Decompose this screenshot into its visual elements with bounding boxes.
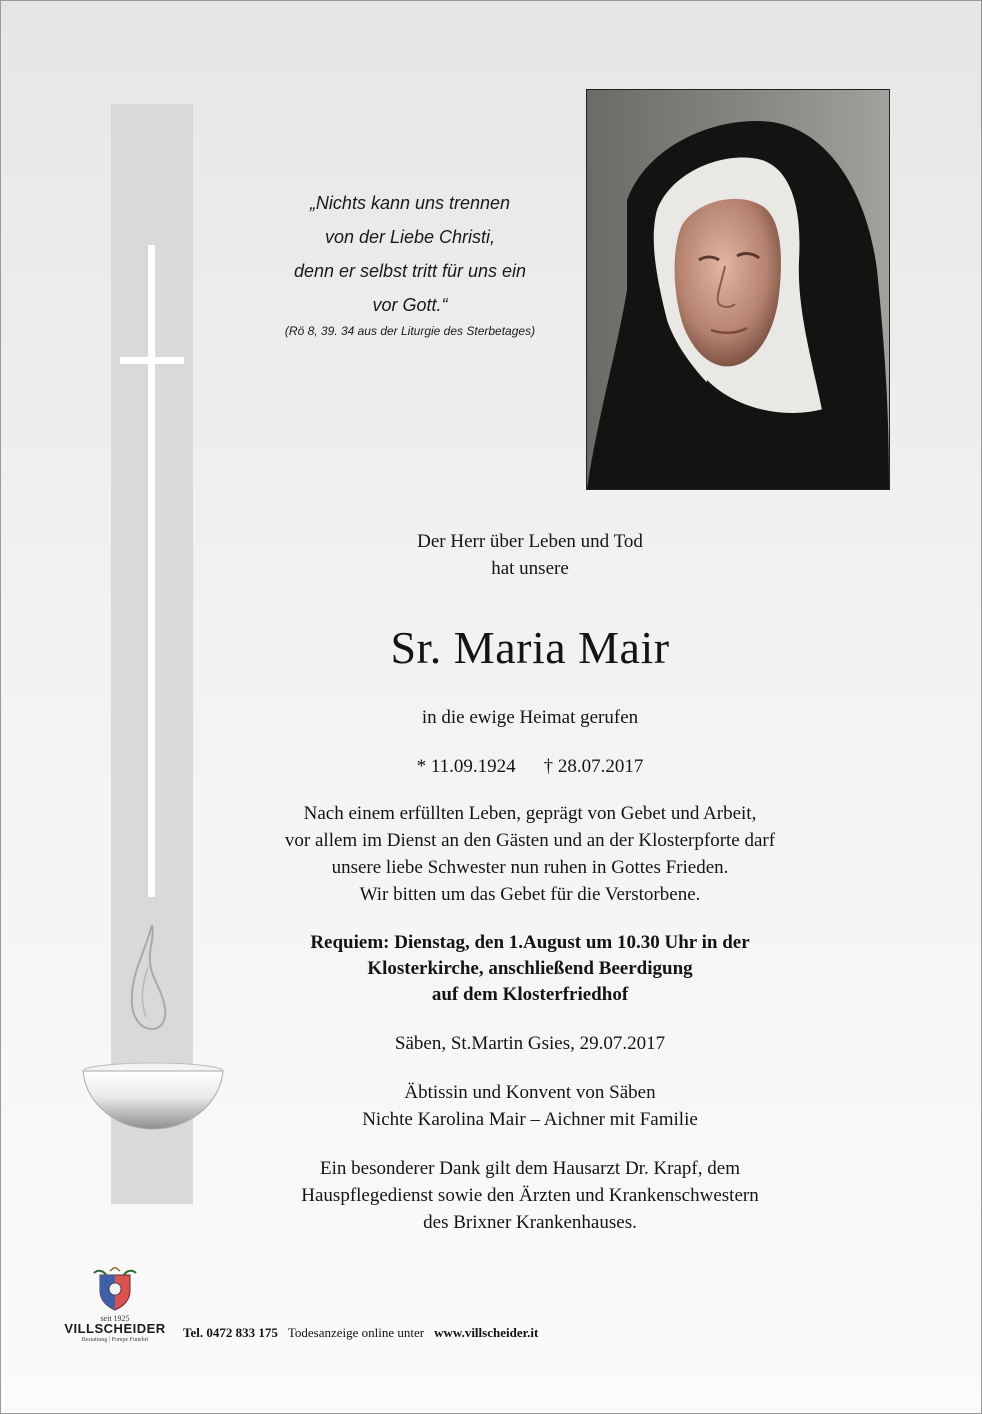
- footer-contact: [183, 1325, 538, 1341]
- funeral-home-logo: [60, 1267, 170, 1357]
- bio-line: Nach einem erfüllten Leben, geprägt von Gebet und Arbeit,: [303, 803, 757, 824]
- website-link[interactable]: www.villscheider.it: [434, 1325, 539, 1340]
- birth-date: * 11.09.1924: [416, 756, 516, 777]
- mourner-line: Nichte Karolina Mair – Aichner mit Familie: [362, 1109, 698, 1130]
- portrait-image: [587, 90, 889, 489]
- intro-text: [240, 528, 820, 582]
- requiem-info: [240, 930, 820, 1008]
- logo-name: VILLSCHEIDER: [64, 1321, 166, 1336]
- thanks-line: des Brixner Krankenhauses.: [423, 1212, 637, 1233]
- deceased-name: Sr. Maria Mair: [390, 622, 670, 673]
- bio-line: Wir bitten um das Gebet für die Verstorbene.: [359, 884, 701, 905]
- bio-line: vor allem im Dienst an den Gästen und an der Klosterpforte darf: [284, 830, 776, 851]
- requiem-line: Requiem: Dienstag, den 1.August um 10.30 Uhr in der: [310, 932, 750, 953]
- quote-line: von der Liebe Christi,: [324, 227, 496, 247]
- bio-line: unsere liebe Schwester nun ruhen in Gottes Frieden.: [331, 857, 729, 878]
- quote-line: denn er selbst tritt für uns ein: [293, 261, 527, 281]
- intro-line: hat unsere: [491, 558, 569, 579]
- thanks-text: [240, 1155, 820, 1236]
- logo-since: seit 1925: [100, 1314, 130, 1323]
- thanks-line: Hauspflegedienst sowie den Ärzten und Krankenschwestern: [301, 1185, 759, 1206]
- death-date: † 28.07.2017: [543, 756, 644, 777]
- intro-line: Der Herr über Leben und Tod: [417, 531, 643, 552]
- quote-reference: (Rö 8, 39. 34 aus der Liturgie des Sterbetages): [284, 324, 536, 338]
- quote-line: vor Gott.“: [372, 295, 448, 315]
- coat-of-arms-icon: [92, 1267, 138, 1313]
- mourners-list: [240, 1079, 820, 1133]
- called-home-text: in die ewige Heimat gerufen: [421, 707, 639, 728]
- biography-text: [240, 800, 820, 908]
- death-notice: [240, 528, 820, 1236]
- requiem-line: Klosterkirche, anschließend Beerdigung: [367, 958, 693, 979]
- cross-icon-bar: [120, 357, 184, 364]
- bible-quote: [240, 186, 580, 340]
- thanks-line: Ein besonderer Dank gilt dem Hausarzt Dr. Krapf, dem: [320, 1158, 740, 1179]
- online-text: Todesanzeige online unter: [287, 1325, 425, 1340]
- phone-number: Tel. 0472 833 175: [183, 1325, 278, 1340]
- cross-icon: [148, 245, 155, 897]
- portrait-photo: [586, 89, 890, 490]
- oil-lamp-icon: [78, 905, 228, 1135]
- requiem-line: auf dem Klosterfriedhof: [431, 984, 629, 1005]
- mourner-line: Äbtissin und Konvent von Säben: [404, 1082, 656, 1103]
- logo-tagline: Bestattung | Pompe Funebri: [81, 1337, 149, 1343]
- place-and-date: Säben, St.Martin Gsies, 29.07.2017: [394, 1033, 666, 1054]
- quote-line: „Nichts kann uns trennen: [309, 193, 511, 213]
- life-dates: [240, 753, 820, 780]
